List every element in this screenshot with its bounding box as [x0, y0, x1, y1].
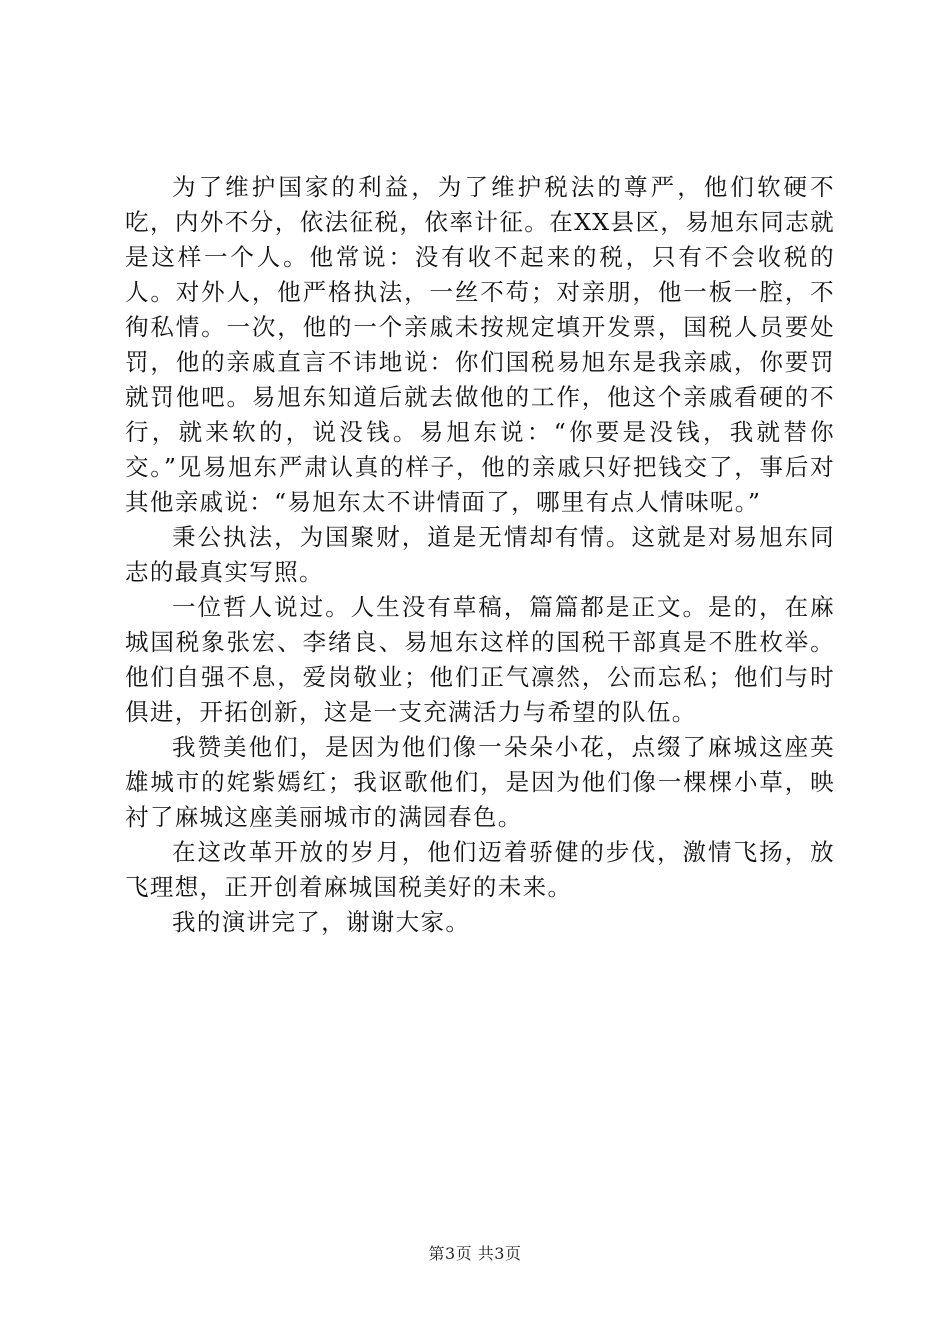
paragraph-future: 在这改革开放的岁月，他们迈着骄健的步伐，激情飞扬，放飞理想，正开创着麻城国税美好的未来。: [125, 838, 835, 901]
paragraph-tax-enforcement: 为了维护国家的利益，为了维护税法的尊严，他们软硬不吃，内外不分，依法征税，依率计征。在XX县区，易旭东同志就是这样一个人。他常说：没有收不起来的税，只有不会收税的人。对外人，他严格执法，一丝不苟；对亲朋，他一板一腔，不徇私情。一次，他的一个亲戚未按规定填开发票，国税人员要处罚，他的亲戚直言不讳地说：你们国税易旭东是我亲戚，你要罚就罚他吧。易旭东知道后就去做他的工作，他这个亲戚看硬的不行，就来软的，说没钱。易旭东说：“你要是没钱，我就替你交。”见易旭东严肃认真的样子，他的亲戚只好把钱交了，事后对其他亲戚说：“易旭东太不讲情面了，哪里有点人情味呢。”: [125, 173, 835, 516]
document-body: [125, 170, 835, 940]
paragraph-summary: 秉公执法，为国聚财，道是无情却有情。这就是对易旭东同志的最真实写照。: [125, 523, 835, 586]
page-number-footer: 第3页 共3页: [428, 1244, 522, 1263]
paragraph-philosopher-quote: 一位哲人说过。人生没有草稿，篇篇都是正文。是的，在麻城国税象张宏、李绪良、易旭东这样的国税干部真是不胜枚举。他们自强不息，爱岗敬业；他们正气凛然，公而忘私；他们与时俱进，开拓创新，这是一支充满活力与希望的队伍。: [125, 593, 835, 726]
paragraph-closing: 我的演讲完了，谢谢大家。: [172, 908, 471, 936]
paragraph-praise: 我赞美他们，是因为他们像一朵朵小花，点缀了麻城这座英雄城市的姹紫嫣红；我讴歌他们，是因为他们像一棵棵小草，映衬了麻城这座美丽城市的满园春色。: [125, 733, 835, 831]
